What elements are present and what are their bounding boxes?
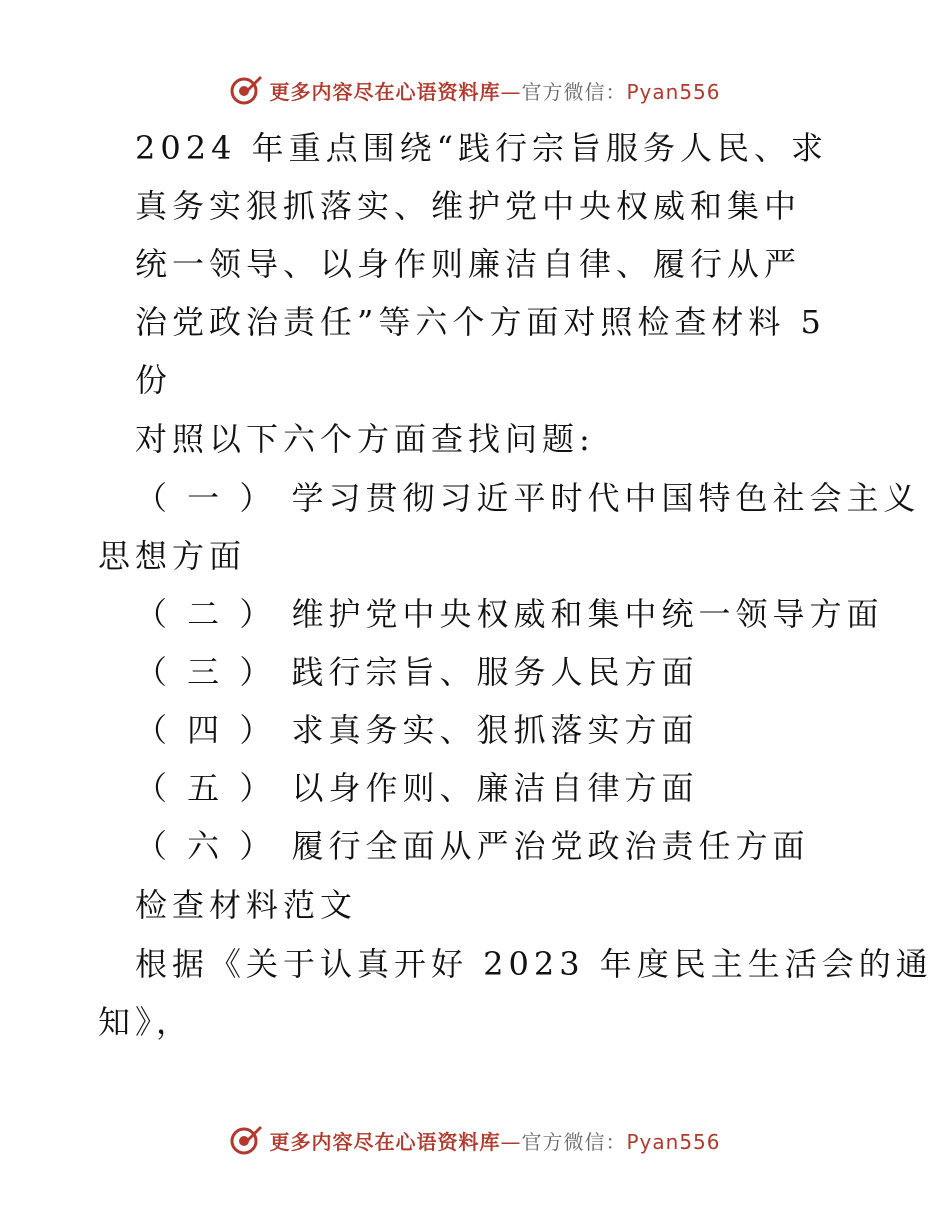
pen-logo-icon bbox=[229, 73, 263, 107]
paragraph-line-2: 知》， bbox=[98, 1003, 194, 1041]
aspect-1-line-2: 思想方面 bbox=[98, 537, 247, 575]
watermark-dash: — bbox=[500, 1129, 522, 1154]
watermark-wechat-label: 官方微信： bbox=[521, 1129, 627, 1154]
aspect-5: （ 五 ） 以身作则、廉洁自律方面 bbox=[135, 769, 699, 807]
watermark-wechat-label: 官方微信： bbox=[521, 79, 627, 104]
title-line-3: 统一领导、以身作则廉洁自律、履行从严 bbox=[135, 245, 802, 283]
section-heading: 检查材料范文 bbox=[135, 886, 358, 924]
title-line-5: 份 bbox=[135, 361, 173, 399]
watermark-library: 更多内容尽在心语资料库 bbox=[269, 1129, 501, 1154]
watermark-text bbox=[269, 1126, 720, 1155]
aspect-2: （ 二 ） 维护党中央权威和集中统一领导方面 bbox=[135, 595, 884, 633]
watermark-text bbox=[269, 76, 720, 105]
pen-logo-icon bbox=[229, 1123, 263, 1157]
aspect-4: （ 四 ） 求真务实、狠抓落实方面 bbox=[135, 711, 699, 749]
aspect-6: （ 六 ） 履行全面从严治党政治责任方面 bbox=[135, 827, 810, 865]
watermark-wechat-id: Pyan556 bbox=[626, 79, 721, 104]
aspect-3: （ 三 ） 践行宗旨、服务人民方面 bbox=[135, 653, 699, 691]
title-line-4: 治党政治责任”等六个方面对照检查材料 5 bbox=[135, 303, 826, 341]
aspect-1-line-1: （ 一 ） 学习贯彻习近平时代中国特色社会主义 bbox=[135, 479, 921, 517]
watermark-wechat-id: Pyan556 bbox=[626, 1129, 721, 1154]
footer-watermark bbox=[0, 1120, 950, 1160]
title-line-1: 2024 年重点围绕“践行宗旨服务人民、求 bbox=[135, 129, 828, 167]
header-watermark bbox=[0, 70, 950, 110]
paragraph-line-1: 根据《关于认真开好 2023 年度民主生活会的通 bbox=[135, 945, 933, 983]
watermark-dash: — bbox=[500, 79, 522, 104]
watermark-library: 更多内容尽在心语资料库 bbox=[269, 79, 501, 104]
title-line-2: 真务实狠抓落实、维护党中央权威和集中 bbox=[135, 187, 802, 225]
intro-text: 对照以下六个方面查找问题: bbox=[135, 420, 595, 458]
